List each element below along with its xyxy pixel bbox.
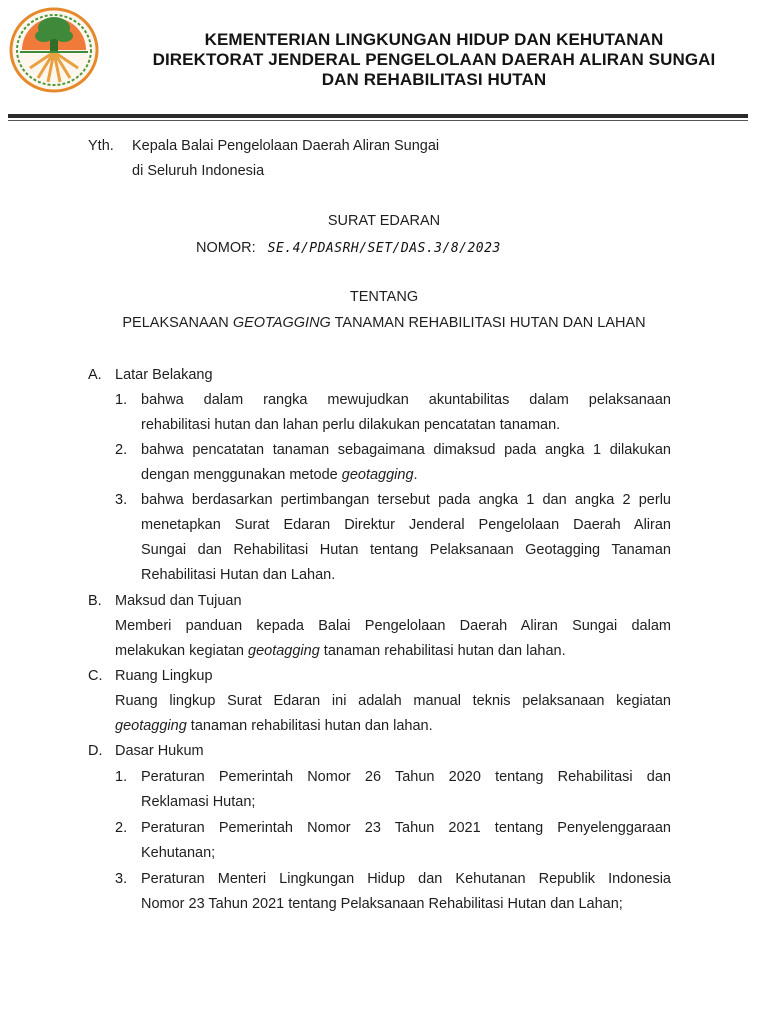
section-c-line-2-post: tanaman rehabilitasi hutan dan lahan. (186, 718, 433, 734)
nomor-label: NOMOR: (196, 240, 256, 256)
section-c-line-1: Ruang lingkup Surat Edaran ini adalah manual teknis pelaksanaan kegiatan (115, 693, 671, 709)
d-item-2-line-2: Kehutanan; (141, 845, 216, 861)
letter-subject (0, 313, 768, 333)
letterhead (100, 30, 768, 90)
section-b-letter: B. (88, 593, 102, 609)
subject-part-2: TANAMAN REHABILITASI HUTAN DAN LAHAN (330, 315, 646, 331)
d-item-1-num: 1. (115, 769, 128, 785)
letterhead-line-3: DAN REHABILITASI HUTAN (321, 70, 547, 89)
d-item-1-line-2: Reklamasi Hutan; (141, 794, 256, 810)
d-item-3-num: 3. (115, 871, 128, 887)
a-item-1-num: 1. (115, 392, 128, 408)
header-divider-thin (8, 120, 748, 121)
a-item-2-line-2-post: . (413, 467, 418, 483)
a-item-3-line-3: Sungai dan Rehabilitasi Hutan tentang Pelaksanaan Geotagging Tanaman (141, 542, 671, 558)
salutation: Yth. (88, 138, 114, 154)
d-item-3-line-2: Nomor 23 Tahun 2021 tentang Pelaksanaan Rehabilitasi Hutan dan Lahan; (141, 896, 623, 912)
nomor-value: SE.4/PDASRH/SET/DAS.3/8/2023 (267, 241, 501, 256)
a-item-3-line-1: bahwa berdasarkan pertimbangan tersebut pada angka 1 dan angka 2 perlu (141, 492, 671, 508)
header-divider-thick (8, 114, 748, 118)
d-item-2-line-1: Peraturan Pemerintah Nomor 23 Tahun 2021 tentang Penyelenggaraan (141, 820, 671, 836)
d-item-2-num: 2. (115, 820, 128, 836)
a-item-1-line-1: bahwa dalam rangka mewujudkan akuntabilitas dalam pelaksanaan (141, 392, 671, 408)
section-b-line-2 (115, 641, 566, 661)
letterhead-line-2: DIREKTORAT JENDERAL PENGELOLAAN DAERAH ALIRAN SUNGAI (152, 50, 716, 69)
a-item-2-line-2 (141, 465, 418, 485)
subject-part-1: PELAKSANAAN (122, 315, 233, 331)
section-b-line-2-post: tanaman rehabilitasi hutan dan lahan. (319, 643, 566, 659)
a-item-2-line-1: bahwa pencatatan tanaman sebagaimana dimaksud pada angka 1 dilakukan (141, 442, 671, 458)
section-b-line-2-pre: melakukan kegiatan (115, 643, 248, 659)
section-c-line-2 (115, 716, 433, 736)
letter-type: SURAT EDARAN (327, 213, 441, 229)
recipient-line-2: di Seluruh Indonesia (132, 163, 265, 179)
subject-italic: GEOTAGGING (232, 315, 331, 331)
a-item-2-num: 2. (115, 442, 128, 458)
a-item-1-line-2: rehabilitasi hutan dan lahan perlu dilakukan pencatatan tanaman. (141, 417, 561, 433)
a-item-2-line-2-pre: dengan menggunakan metode (141, 467, 342, 483)
section-b-line-2-italic: geotagging (248, 643, 320, 659)
section-d-title: Dasar Hukum (115, 743, 204, 759)
section-a-title: Latar Belakang (115, 367, 213, 383)
a-item-3-line-2: menetapkan Surat Edaran Direktur Jenderal Pengelolaan Daerah Aliran (141, 517, 671, 533)
letter-number (196, 238, 501, 259)
section-c-line-2-italic: geotagging (115, 718, 187, 734)
d-item-3-line-1: Peraturan Menteri Lingkungan Hidup dan Kehutanan Republik Indonesia (141, 871, 671, 887)
section-c-letter: C. (88, 668, 103, 684)
a-item-3-line-4: Rehabilitasi Hutan dan Lahan. (141, 567, 336, 583)
section-c-title: Ruang Lingkup (115, 668, 213, 684)
section-b-line-1: Memberi panduan kepada Balai Pengelolaan Daerah Aliran Sungai dalam (115, 618, 671, 634)
tentang-label: TENTANG (349, 289, 419, 305)
section-a-letter: A. (88, 367, 102, 383)
a-item-2-line-2-italic: geotagging (341, 467, 414, 483)
a-item-3-num: 3. (115, 492, 128, 508)
ministry-logo-icon (8, 6, 100, 94)
letterhead-line-1: KEMENTERIAN LINGKUNGAN HIDUP DAN KEHUTANAN (204, 30, 664, 49)
section-d-letter: D. (88, 743, 103, 759)
section-b-title: Maksud dan Tujuan (115, 593, 242, 609)
d-item-1-line-1: Peraturan Pemerintah Nomor 26 Tahun 2020 tentang Rehabilitasi dan (141, 769, 671, 785)
recipient-line-1: Kepala Balai Pengelolaan Daerah Aliran Sungai (132, 138, 440, 154)
